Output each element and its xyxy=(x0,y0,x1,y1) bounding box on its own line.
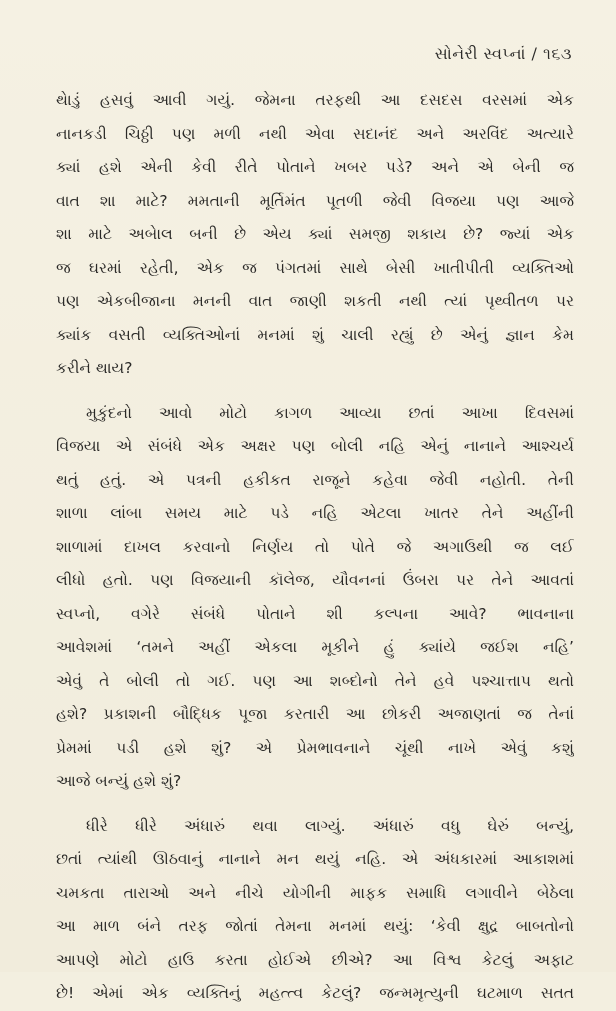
text-line: લીધો હતો. પણ વિજયાની કૉલેજ, યૌવનનાં ઉંબરા પર તેને આવતાં xyxy=(56,571,574,589)
header-separator: / xyxy=(531,44,538,63)
text-line: ધીરે ધીરે અંધારું થવા લાગ્યું. અંધારું વધુ ઘેરું બન્યું, xyxy=(86,816,574,835)
paragraph-3 xyxy=(56,810,574,1011)
text-line: ચમકતા તારાઓ અને નીચે યોગીની માફક સમાધિ લગાવીને બેઠેલા xyxy=(56,883,574,902)
text-line: એવું તે બોલી તો ગઈ. પણ આ શબ્દોનો તેને હવે પશ્ચાત્તાપ થતો xyxy=(56,671,574,690)
text-line: પણ એકબીજાના મનની વાત જાણી શકતી નથી ત્યાં પૃથ્વીતળ પર xyxy=(56,292,574,310)
text-line: આજે બન્યું હશે શું? xyxy=(56,772,182,790)
text-line: કરીને થાય? xyxy=(56,359,133,377)
text-line: શાળા લાંબા સમય માટે પડે નહિ એટલા ખાતર તેને અહીંની xyxy=(56,504,574,522)
text-line: જ ઘરમાં રહેતી, એક જ પંગતમાં સાથે બેસી ખાતીપીતી વ્યક્તિઓ xyxy=(56,258,574,277)
running-title: સોનેરી સ્વપ્નાં xyxy=(434,44,526,63)
text-line: ક્યાં હશે એની કેવી રીતે પોતાને ખબર પડે? અને એ બેની જ xyxy=(56,158,574,176)
text-line: મુકુંદનો આવો મોટો કાગળ આવ્યા છતાં આખા દિવસમાં xyxy=(86,403,574,422)
body-text xyxy=(56,84,574,1011)
text-line: વિજયા એ સંબંધે એક અક્ષર પણ બોલી નહિ એનું નાનાને આશ્ચર્ય xyxy=(56,437,574,455)
text-line: શા માટે અબેાલ બની છે એય ક્યાં સમજી શકાય છે? જ્યાં એક xyxy=(56,225,574,243)
page-number: ૧૬૩ xyxy=(543,44,572,63)
text-line: સ્વપ્નો, વગેરે સંબંધે પોતાને શી કલ્પના આવે? ભાવનાના xyxy=(56,604,574,623)
paragraph-1 xyxy=(56,84,574,386)
text-line: નાનકડી ચિઠ્ઠી પણ મળી નથી એવા સદાનંદ અને અરવિંદ અત્યારે xyxy=(56,124,574,143)
text-line: થેાડું હસવું આવી ગયું. જેમના તરફથી આ દસદસ વરસમાં એક xyxy=(56,91,574,109)
text-line: ક્યાંક વસતી વ્યક્તિઓનાં મનમાં શું ચાલી રહ્યું છે એનું જ્ઞાન કેમ xyxy=(56,325,574,344)
text-line: પ્રેમમાં પડી હશે શું? એ પ્રેમભાવનાને ચૂંથી નાખે એવું કશું xyxy=(56,738,574,757)
text-line: થતું હતું. એ પત્રની હકીકત રાજૂને કહેવા જેવી નહોતી. તેની xyxy=(56,470,574,489)
running-head xyxy=(435,44,572,64)
text-line: વાત શા માટે? મમતાની મૂર્તિમંત પૂતળી જેવી વિજયા પણ આજે xyxy=(56,191,574,210)
text-line: આવેશમાં ‘તમને અહીં એકલા મૂકીને હું ક્યાંયે જઈશ નહિ’ xyxy=(56,638,574,656)
text-line: હશે? પ્રકાશની બૌદ્ધિક પૂજા કરતારી આ છોકરી અજાણતાં જ તેનાં xyxy=(56,705,574,723)
text-line: છતાં ત્યાંથી ઊઠવાનું નાનાને મન થયું નહિ. એ અંધકારમાં આકાશમાં xyxy=(56,850,574,868)
text-line: આપણે મોટો હાઉ કરતા હોઈએ છીએ? આ વિશ્વ કેટલું અફાટ xyxy=(56,950,574,969)
text-line: આ માળ બંને તરફ જોતાં તેમના મનમાં થયું: ‘કેવી ક્ષુદ્ર બાબતોનો xyxy=(56,917,574,935)
text-line: છે! એમાં એક વ્યક્તિનું મહત્ત્વ કેટલું? જન્મમૃત્યુની ઘટમાળ સતત xyxy=(56,984,574,1002)
paragraph-2 xyxy=(56,397,574,799)
text-line: શાળામાં દાખલ કરવાનો નિર્ણય તો પોતે જે અગાઉથી જ લઈ xyxy=(56,537,574,556)
